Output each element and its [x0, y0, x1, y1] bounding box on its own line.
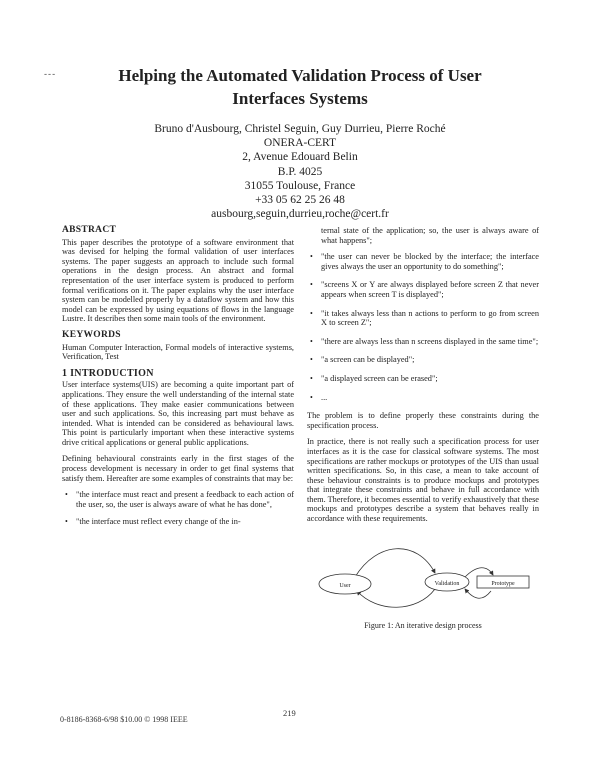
constraint-list-left	[62, 490, 294, 527]
design-process-figure	[307, 531, 539, 631]
right-column	[307, 226, 539, 631]
arrow-prototype-to-validation	[465, 589, 491, 598]
arrow-validation-to-user	[357, 589, 435, 607]
corner-mark: ---	[44, 70, 57, 80]
author-street: 2, Avenue Edouard Belin	[242, 151, 358, 164]
constraint-list-right	[307, 252, 539, 402]
introduction-heading: 1 INTRODUCTION	[62, 367, 154, 379]
copyright-line: 0-8186-8368-6/98 $10.00 © 1998 IEEE	[60, 715, 188, 724]
right-paragraph-1: The problem is to define properly these constraints during the specification process.	[307, 411, 539, 430]
author-box: B.P. 4025	[277, 165, 323, 178]
list-item: • "a displayed screen can be erased";	[307, 374, 539, 384]
title-line-1: Helping the Automated Validation Process of User	[118, 66, 482, 85]
list-item: • "the interface must react and present a feedback to each action of the user, so, the user is always aware of what he has done",	[62, 490, 294, 509]
left-column	[62, 226, 294, 535]
user-node-label: User	[339, 582, 351, 589]
list-item: • "it takes always less than n actions to perform to go from screen X to screen Z";	[307, 309, 539, 328]
author-names: Bruno d'Ausbourg, Christel Seguin, Guy Durrieu, Pierre Roché	[154, 123, 446, 135]
author-org: ONERA-CERT	[263, 137, 337, 150]
intro-paragraph-1: User interface systems(UIS) are becoming a quite important part of applications. They ensure the well understanding of the internal state of these applications. They make easier communications between user and such applications. So, this increasing part must behave as intended. What is intended can be considered as behavioural laws. This point is particularly important when these interactive systems drive critical applications or general public applications.	[62, 380, 294, 447]
keywords-heading: KEYWORDS	[62, 329, 121, 340]
design-process-diagram	[307, 531, 539, 619]
list-item: • "the user can never be blocked by the interface; the interface gives always the user an opportunity to do something";	[307, 252, 539, 271]
author-city: 31055 Toulouse, France	[244, 179, 356, 192]
figure-caption: Figure 1: An iterative design process	[364, 620, 482, 630]
validation-node-label: Validation	[434, 580, 460, 587]
arrow-user-to-validation	[355, 548, 435, 576]
prototype-node-label: Prototype	[491, 580, 515, 587]
paper-title	[60, 64, 540, 110]
list-item: • "there are always less than n screens displayed in the same time";	[307, 337, 539, 347]
list-item: • "screens X or Y are always displayed before screen Z that never appears when screen T is displayed";	[307, 280, 539, 299]
bullet-continuation: ternal state of the application; so, the user is always aware of what happens";	[321, 226, 539, 245]
page-number: 219	[283, 708, 296, 718]
list-item: • ...	[307, 393, 539, 403]
keywords-text: Human Computer Interaction, Formal models of interactive systems, Verification, Test	[62, 342, 294, 362]
right-paragraph-2: In practice, there is not really such a specification process for user interfaces as it is the case for classical software systems. The most specifications are rather mockups or prototypes of the UIS than usual written specifications. So, in this case, a mean to take account of these behaviour constraints is to produce mockups and prototypes that integrate these constraints and behave in full accordance with them. Therefore, it becomes essential to verify exhaustively that these mockups and prototypes describe a system that behaves really in accordance with these requirements.	[307, 437, 539, 524]
author-block	[60, 122, 540, 221]
author-email: ausbourg,seguin,durrieu,roche@cert.fr	[211, 208, 389, 221]
abstract-heading: ABSTRACT	[62, 225, 117, 235]
author-phone: +33 05 62 25 26 48	[255, 194, 345, 207]
intro-paragraph-2: Defining behavioural constraints early in the first stages of the process development is necessary in order to get final systems that satisfy them. Hereafter are some examples of constraints that may be:	[62, 454, 294, 483]
list-item: • "a screen can be displayed";	[307, 355, 539, 365]
abstract-text: This paper describes the prototype of a software environment that was devised for helping the formal validation of user interfaces systems. The paper suggests an approach to include such formal operations in the design process. An abstract and formal representation of the user interface system is produced to perform formal verifications on it. The paper explains why the user interface system can be modelled properly by a dataflow system and how this model can be expressed by using equations of flows in the language Lustre. It describes then some main tools of the environment.	[62, 237, 294, 324]
list-item: • "the interface must reflect every change of the in-	[62, 517, 294, 527]
title-line-2: Interfaces Systems	[232, 89, 368, 108]
